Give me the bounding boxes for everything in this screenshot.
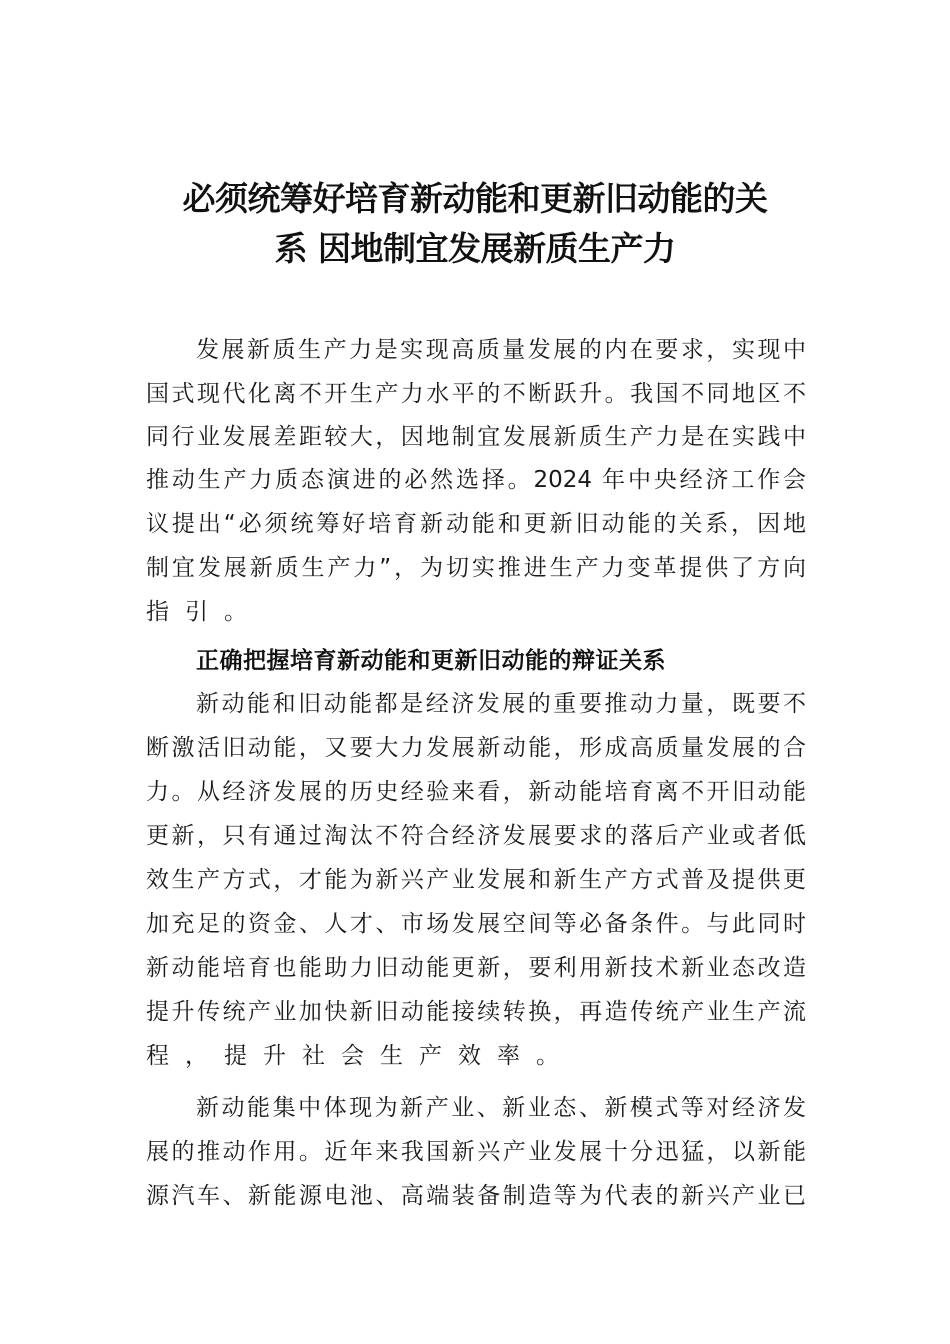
paragraph-2-line-2: 断激活旧动能，又要大力发展新动能，形成高质量发展的合 [146, 735, 806, 761]
paragraph-1-line-2: 国式现代化离不开生产力水平的不断跃升。我国不同地区不 [146, 381, 806, 407]
section-heading: 正确把握培育新动能和更新旧动能的辩证关系 [196, 648, 666, 674]
paragraph-1-line-4: 推动生产力质态演进的必然选择。2024 年中央经济工作会 [146, 467, 806, 493]
paragraph-2-line-8: 提升传统产业加快新旧动能接续转换，再造传统产业生产流 [146, 999, 806, 1025]
paragraph-3-line-1: 新动能集中体现为新产业、新业态、新模式等对经济发 [196, 1095, 806, 1121]
paragraph-3-line-3: 源汽车、新能源电池、高端装备制造等为代表的新兴产业已 [146, 1183, 806, 1209]
paragraph-2-line-7: 新动能培育也能助力旧动能更新，要利用新技术新业态改造 [146, 955, 806, 981]
paragraph-2-line-6: 加充足的资金、人才、市场发展空间等必备条件。与此同时 [146, 911, 806, 937]
paragraph-1-line-6: 制宜发展新质生产力”，为切实推进生产力变革提供了方向 [146, 555, 806, 581]
paragraph-1-line-1: 发展新质生产力是实现高质量发展的内在要求，实现中 [196, 337, 806, 363]
paragraph-2-line-3: 力。从经济发展的历史经验来看，新动能培育离不开旧动能 [146, 779, 806, 805]
paragraph-1-line-7: 指引。 [146, 599, 263, 625]
paragraph-2-line-1: 新动能和旧动能都是经济发展的重要推动力量，既要不 [196, 691, 806, 717]
paragraph-2-line-9: 程，提升社会生产效率。 [146, 1043, 575, 1069]
document-title-line-2: 系 因地制宜发展新质生产力 [274, 229, 676, 268]
paragraph-1-line-3: 同行业发展差距较大，因地制宜发展新质生产力是在实践中 [146, 424, 806, 450]
paragraph-2-line-5: 效生产方式，才能为新兴产业发展和新生产方式普及提供更 [146, 867, 806, 893]
paragraph-2-line-4: 更新，只有通过淘汰不符合经济发展要求的落后产业或者低 [146, 823, 806, 849]
document-title-line-1: 必须统筹好培育新动能和更新旧动能的关 [182, 179, 768, 218]
paragraph-3-line-2: 展的推动作用。近年来我国新兴产业发展十分迅猛，以新能 [146, 1139, 806, 1165]
paragraph-1-line-5: 议提出“必须统筹好培育新动能和更新旧动能的关系，因地 [146, 511, 806, 537]
